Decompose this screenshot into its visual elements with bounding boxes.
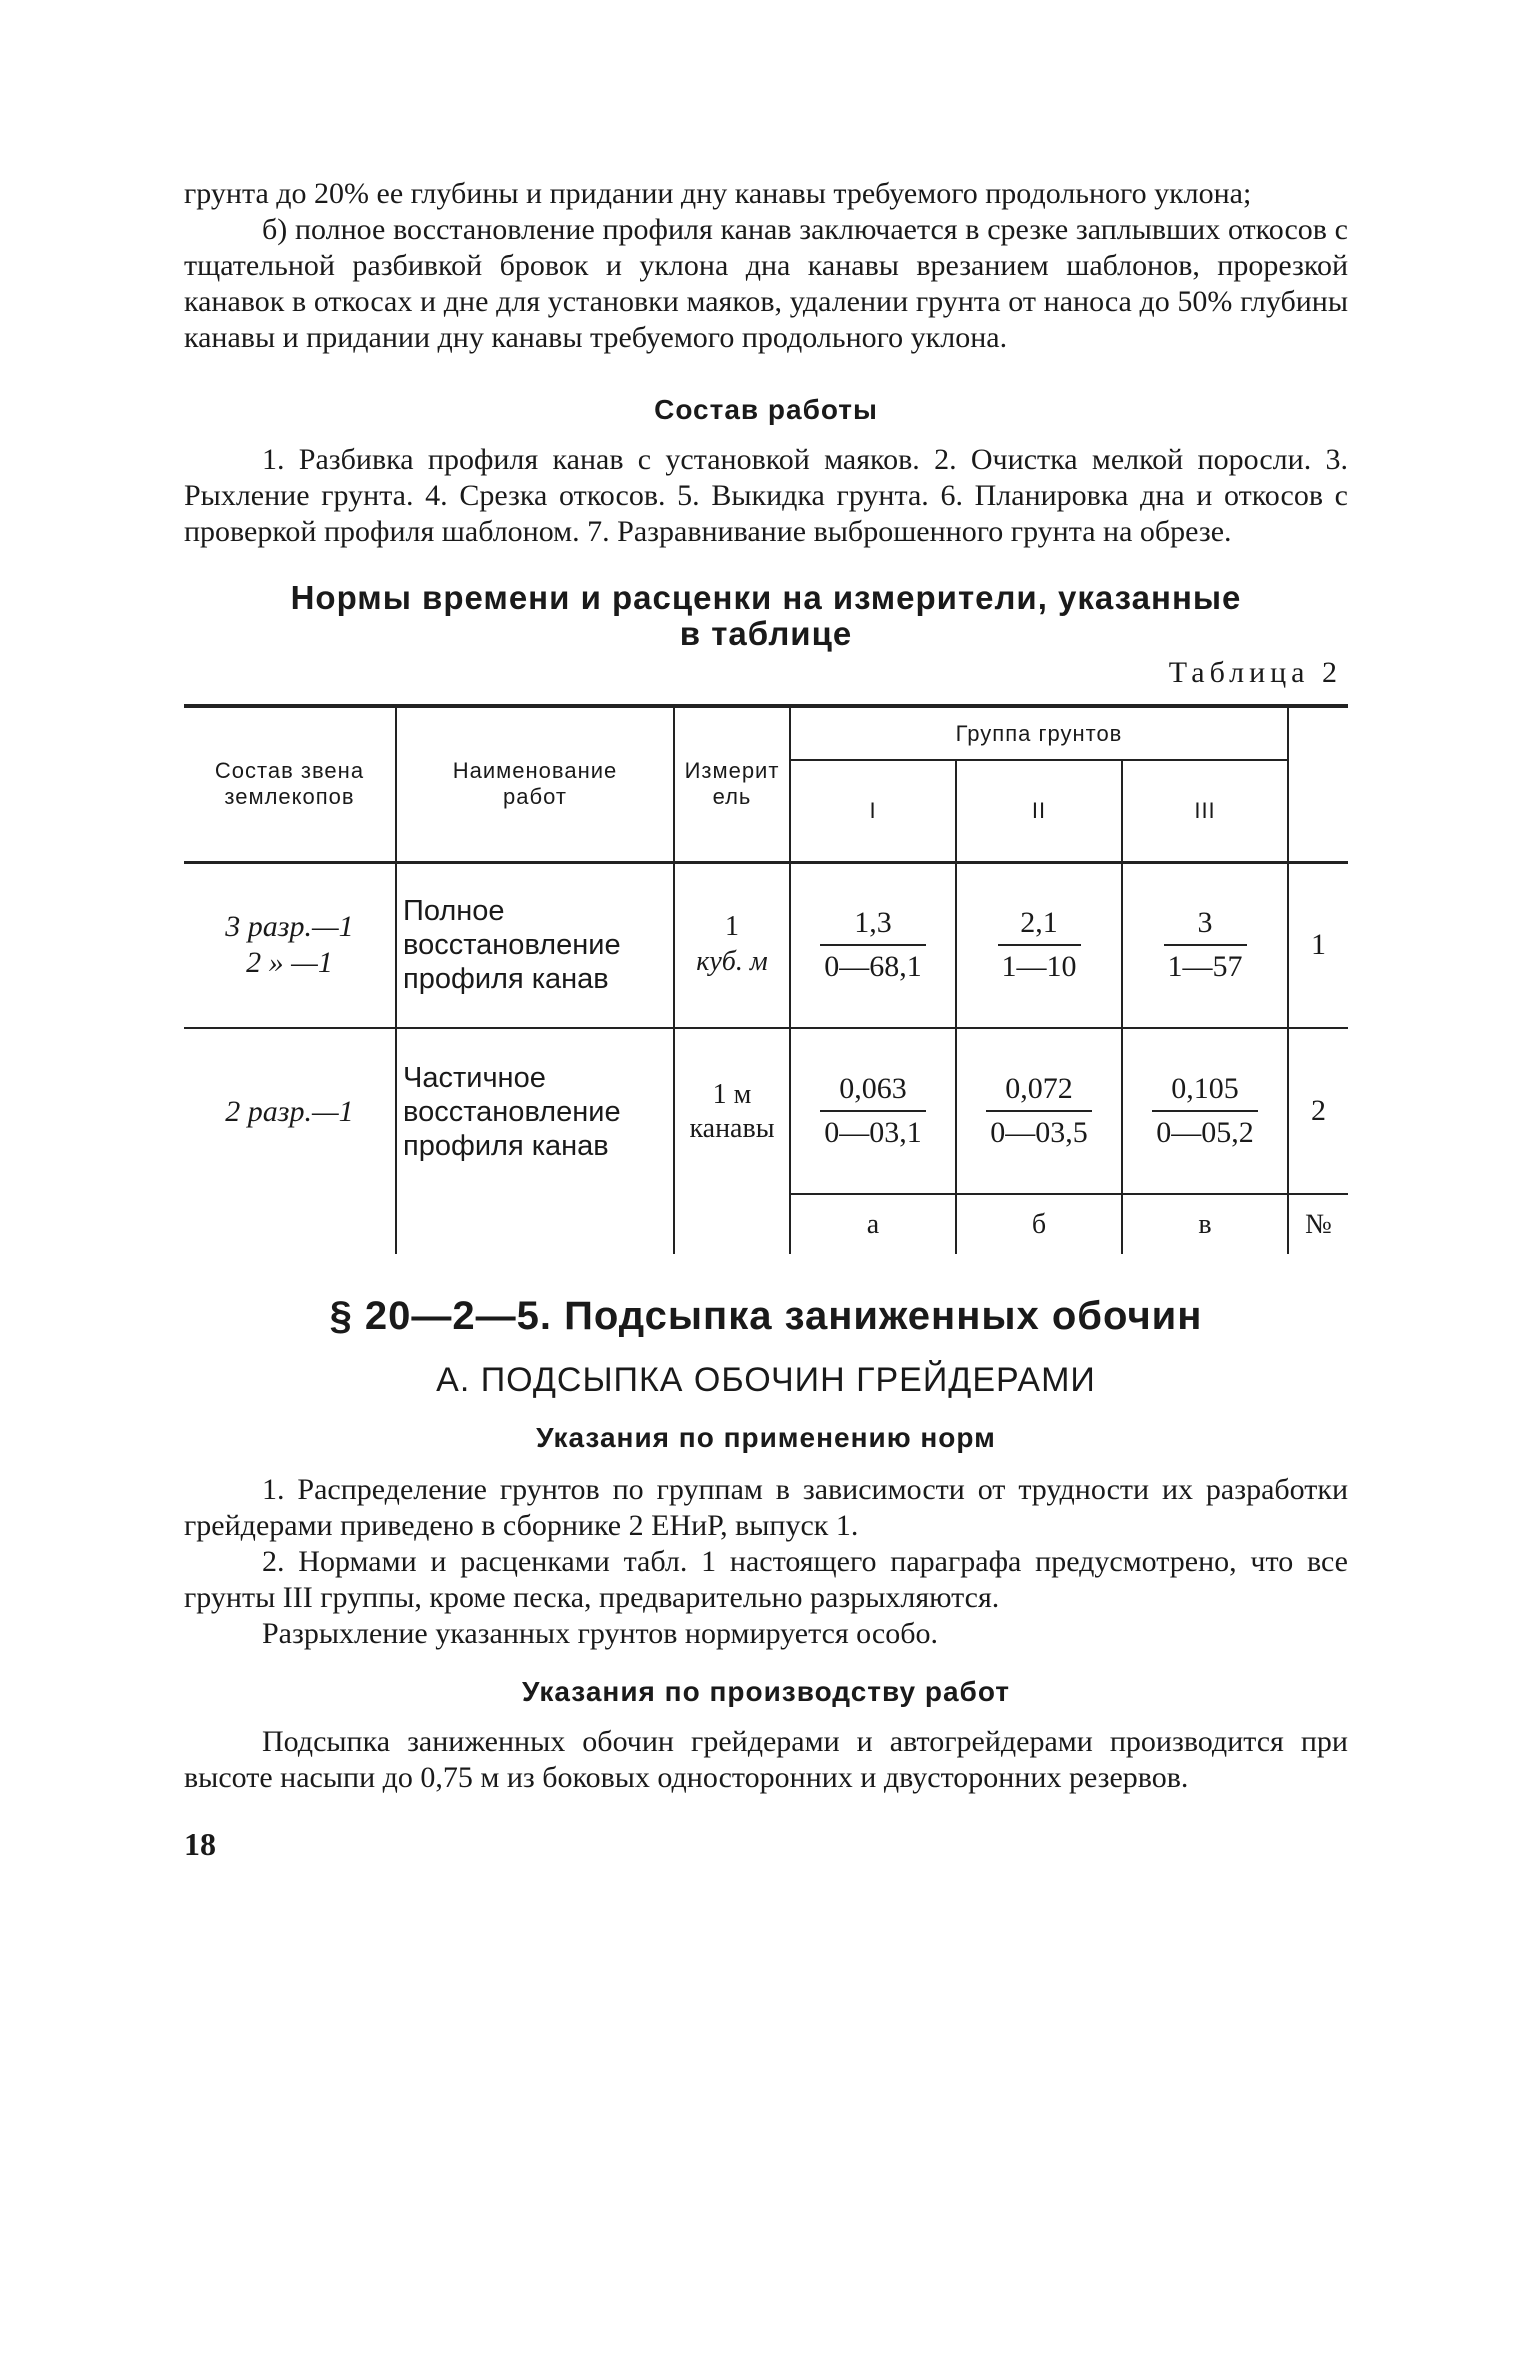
header-number-blank	[1288, 706, 1348, 862]
instruction-1: 1. Распределение грунтов по группам в зависимости от трудности их разработки грейдерами приведено в сборнике 2 ЕНиР, выпуск 1.	[184, 1473, 1348, 1542]
row1-g2-norm: 2,1	[998, 906, 1081, 946]
footer-label-v: в	[1122, 1194, 1288, 1254]
table-footer-row	[184, 1194, 1348, 1254]
row2-work: Частичное восстановление профиля канав	[396, 1028, 674, 1194]
row2-crew	[184, 1028, 396, 1194]
table-row	[184, 862, 1348, 1028]
row2-g3-norm: 0,105	[1152, 1072, 1258, 1112]
row2-unit	[674, 1028, 790, 1194]
production-text: Подсыпка заниженных обочин грейдерами и автогрейдерами производится при высоте насыпи до 0,75 м из боковых односторонних и двусторонних резервов.	[184, 1725, 1348, 1794]
row2-number: 2	[1288, 1028, 1348, 1194]
row2-unit-line-1: 1 м	[712, 1078, 752, 1110]
row2-g1-norm: 0,063	[820, 1072, 926, 1112]
production-heading: Указания по производству работ	[522, 1676, 1010, 1707]
table-row	[184, 1028, 1348, 1194]
footer-label-b: б	[956, 1194, 1122, 1254]
row1-g3-norm: 3	[1164, 906, 1247, 946]
row1-number: 1	[1288, 862, 1348, 1028]
row1-group-1	[790, 862, 956, 1028]
row2-g3-price: 0—05,2	[1156, 1116, 1254, 1149]
footer-label-a: а	[790, 1194, 956, 1254]
header-work: Наименование работ	[396, 706, 674, 862]
row1-unit-line-2: куб. м	[696, 946, 768, 978]
section-subtitle: А. ПОДСЫПКА ОБОЧИН ГРЕЙДЕРАМИ	[436, 1361, 1096, 1399]
norms-table	[184, 704, 1348, 1254]
row2-group-2	[956, 1028, 1122, 1194]
row1-unit	[674, 862, 790, 1028]
header-group-2: II	[956, 760, 1122, 862]
row1-g3-price: 1—57	[1167, 950, 1243, 984]
header-group-3: III	[1122, 760, 1288, 862]
work-composition-text: 1. Разбивка профиля канав с установкой маяков. 2. Очистка мелкой поросли. 3. Рыхление грунта. 4. Срезка откосов. 5. Выкидка грунта. 6. Планировка дна и откосов с проверкой профиля шаблоном. 7. Разравнивание выброшенного грунта на обрезе.	[184, 443, 1348, 548]
instruction-3: Разрыхление указанных грунтов нормируется особо.	[262, 1617, 939, 1650]
norms-heading-line-2: в таблице	[679, 615, 853, 652]
table-label: Таблица 2	[1168, 656, 1342, 689]
row2-g2-norm: 0,072	[986, 1072, 1092, 1112]
header-unit: Измеритель	[674, 706, 790, 862]
row1-group-3	[1122, 862, 1288, 1028]
header-group-1: I	[790, 760, 956, 862]
row1-crew-line-2: 2 » —1	[246, 946, 333, 980]
row1-group-2	[956, 862, 1122, 1028]
row2-unit-line-2: канавы	[689, 1112, 775, 1144]
footer-label-number: №	[1288, 1194, 1348, 1254]
norms-heading-line-1: Нормы времени и расценки на измерители, указанные	[290, 579, 1242, 616]
page-number: 18	[184, 1826, 216, 1862]
row1-work: Полное восстановление профиля канав	[396, 862, 674, 1028]
row2-g1-price: 0—03,1	[824, 1116, 922, 1149]
row2-crew-line-1: 2 разр.—1	[225, 1094, 354, 1128]
instruction-2: 2. Нормами и расценками табл. 1 настоящего параграфа предусмотрено, что все грунты III группы, кроме песка, предварительно разрыхляются.	[184, 1545, 1348, 1614]
row1-crew	[184, 862, 396, 1028]
row2-group-1	[790, 1028, 956, 1194]
row1-g2-price: 1—10	[1001, 950, 1077, 984]
row1-g1-price: 0—68,1	[824, 950, 922, 984]
header-crew: Состав звена землекопов	[184, 706, 396, 862]
intro-paragraph-1: грунта до 20% ее глубины и придании дну канавы требуемого продольного уклона;	[184, 177, 1252, 210]
header-soil-group: Группа грунтов	[790, 706, 1288, 760]
intro-paragraph-2: б) полное восстановление профиля канав заключается в срезке заплывших откосов с тщательной разбивкой бровок и уклона дна канавы врезанием шаблонов, прорезкой канавок в откосах и дне для установки маяков, удалении грунта от наноса до 50% глубины канавы и придании дну канавы требуемого продольного уклона.	[184, 213, 1348, 354]
document-page	[184, 176, 1348, 1863]
row2-g2-price: 0—03,5	[990, 1116, 1088, 1149]
instructions-heading: Указания по применению норм	[536, 1422, 996, 1453]
row1-unit-line-1: 1	[725, 911, 739, 943]
row1-g1-norm: 1,3	[820, 906, 926, 946]
work-composition-heading: Состав работы	[654, 394, 878, 425]
row1-crew-line-1: 3 разр.—1	[225, 910, 354, 944]
row2-group-3	[1122, 1028, 1288, 1194]
section-title: § 20—2—5. Подсыпка заниженных обочин	[329, 1294, 1203, 1338]
